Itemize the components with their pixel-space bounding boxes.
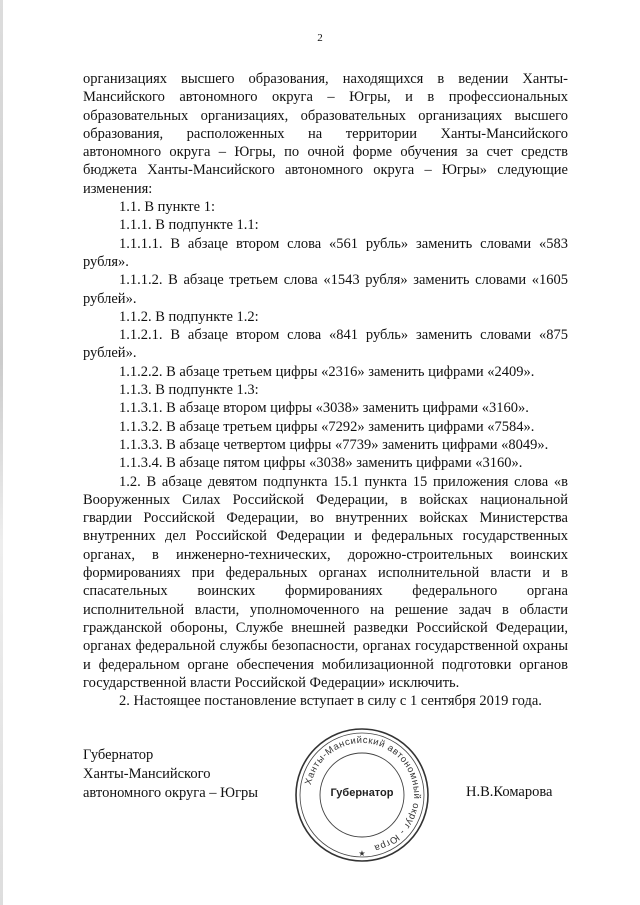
item-2: 2. Настоящее постановление вступает в силу с 1 сентября 2019 года. xyxy=(119,693,542,710)
page-number: 2 xyxy=(317,32,323,44)
item-1-1-2-1: 1.1.2.1. В абзаце втором слова «841 рубль» заменить словами «875 рублей». xyxy=(83,327,568,362)
intro-paragraph: организациях высшего образования, находящихся в ведении Ханты-Мансийского автономного округа – Югры, и в профессиональных образовательных организациях, образовательных организациях высшего образования, расположенных на территории Ханты-Мансийского автономного округа – Югры, по очной форме обучения за счет средств бюджета Ханты-Мансийского автономного округа – Югры» следующие изменения: xyxy=(83,71,568,197)
item-1-1-3-4: 1.1.3.4. В абзаце пятом цифры «3038» заменить цифрами «3160». xyxy=(119,455,523,472)
item-1-1-3-2: 1.1.3.2. В абзаце третьем цифры «7292» заменить цифрами «7584». xyxy=(119,418,535,435)
svg-text:★: ★ xyxy=(358,849,366,858)
item-1-1-3-1: 1.1.3.1. В абзаце втором цифры «3038» заменить цифрами «3160». xyxy=(119,400,529,417)
item-1-1: 1.1. В пункте 1: xyxy=(119,199,215,216)
item-1-1-1-2: 1.1.1.2. В абзаце третьем слова «1543 рубля» заменить словами «1605 рублей». xyxy=(83,272,568,307)
signature-title-line3: автономного округа – Югры xyxy=(83,785,259,801)
item-1-1-3-3: 1.1.3.3. В абзаце четвертом цифры «7739» заменить цифрами «8049». xyxy=(119,436,549,453)
item-1-1-1: 1.1.1. В подпункте 1.1: xyxy=(119,217,259,234)
seal-ring-text: Ханты-Мансийский автономный округ - Югра xyxy=(303,734,423,854)
signature-title-line2: Ханты-Мансийского xyxy=(83,766,211,782)
official-seal xyxy=(292,725,432,865)
scan-margin-shadow xyxy=(0,0,3,905)
signature-title-line1: Губернатор xyxy=(83,747,154,763)
item-1-1-3: 1.1.3. В подпункте 1.3: xyxy=(119,382,259,399)
item-1-1-1-1: 1.1.1.1. В абзаце втором слова «561 рубль» заменить словами «583 рубля». xyxy=(83,235,568,270)
document-body xyxy=(83,70,568,710)
item-1-1-2-2: 1.1.2.2. В абзаце третьем цифры «2316» заменить цифрами «2409». xyxy=(119,363,535,380)
seal-center-text: Губернатор xyxy=(330,787,394,799)
item-1-1-2: 1.1.2. В подпункте 1.2: xyxy=(119,308,259,325)
item-1-2: 1.2. В абзаце девятом подпункта 15.1 пункта 15 приложения слова «в Вооруженных Силах Российской Федерации, в войсках национальной гвардии Российской Федерации, во внутренних войсках Министерства внутренних дел Российской Федерации и федеральных государственных органах, в инженерно-технических, дорожно-строительных воинских формированиях при федеральных органах исполнительной власти и в спасательных воинских формированиях федерального органа исполнительной власти, уполномоченного на решение задач в области гражданской обороны, Службе внешней разведки Российской Федерации, органах федеральной службы безопасности, органах государственной охраны и федеральном органе обеспечения мобилизационной подготовки органов государственной власти Российской Федерации» исключить. xyxy=(83,473,568,691)
signatory-name: Н.В.Комарова xyxy=(466,784,553,800)
